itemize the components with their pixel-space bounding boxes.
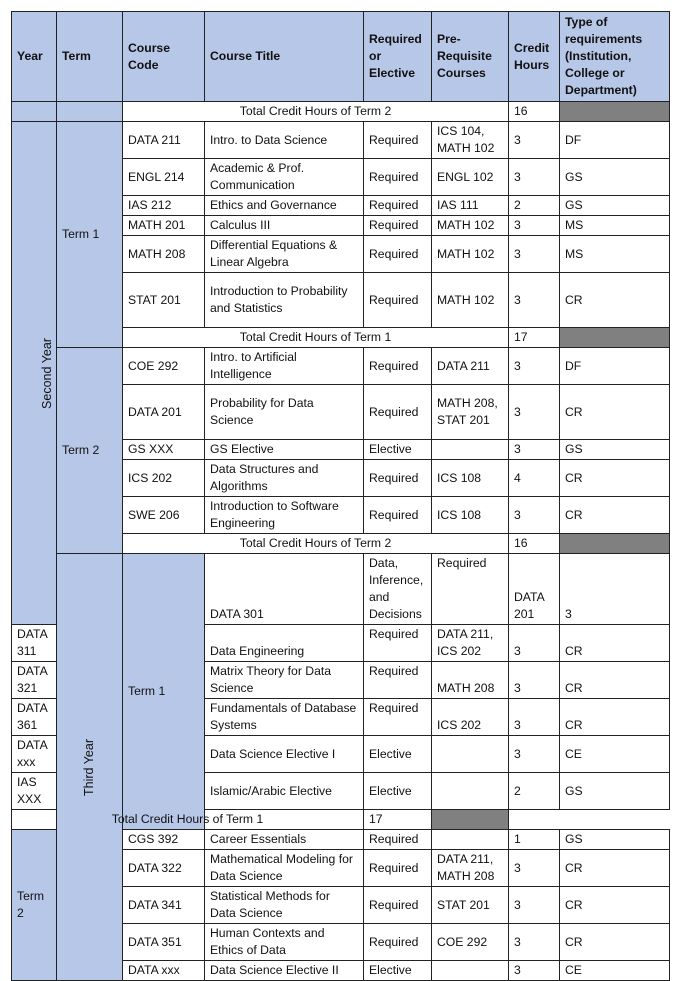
course-type: MS xyxy=(560,236,670,273)
course-title: Data, Inference, and Decisions xyxy=(364,554,432,625)
course-prereq: STAT 201 xyxy=(432,887,509,924)
course-prereq: ICS 108 xyxy=(432,460,509,497)
course-title: Data Engineering xyxy=(205,625,364,662)
course-code: DATA xxx xyxy=(12,736,57,773)
course-credits: 3 xyxy=(509,887,560,924)
course-code: STAT 201 xyxy=(123,273,205,328)
table-row xyxy=(12,122,670,159)
header-course-code: Course Code xyxy=(123,12,205,102)
course-prereq: ICS 202 xyxy=(432,699,509,736)
course-credits: 3 xyxy=(509,736,560,773)
course-code: MATH 208 xyxy=(123,236,205,273)
course-title: Career Essentials xyxy=(205,830,364,850)
course-req: Required xyxy=(364,159,432,196)
course-req: Required xyxy=(364,236,432,273)
course-req: Elective xyxy=(364,736,432,773)
course-req: Required xyxy=(364,625,432,662)
course-type: CR xyxy=(560,662,670,699)
course-type: CR xyxy=(560,497,670,534)
course-req: Required xyxy=(364,385,432,440)
course-type: DF xyxy=(560,348,670,385)
course-req: Required xyxy=(364,196,432,216)
course-title: Data Science Elective II xyxy=(205,961,364,981)
course-req: Required xyxy=(364,216,432,236)
course-title: Islamic/Arabic Elective xyxy=(205,773,364,810)
table-row xyxy=(12,348,670,385)
course-title: Mathematical Modeling for Data Science xyxy=(205,850,364,887)
header-year: Year xyxy=(12,12,57,102)
course-prereq: DATA 201 xyxy=(509,554,560,625)
course-credits: 3 xyxy=(509,850,560,887)
course-req: Required xyxy=(364,460,432,497)
course-title: Statistical Methods for Data Science xyxy=(205,887,364,924)
course-credits: 2 xyxy=(509,773,560,810)
header-credit-hours: Credit Hours xyxy=(509,12,560,102)
course-type: CE xyxy=(560,736,670,773)
course-title: Academic & Prof. Communication xyxy=(205,159,364,196)
course-req: Required xyxy=(364,850,432,887)
course-title: Fundamentals of Database Systems xyxy=(205,699,364,736)
course-prereq: DATA 211 xyxy=(432,348,509,385)
course-prereq xyxy=(432,736,509,773)
header-term: Term xyxy=(57,12,123,102)
course-code: DATA xxx xyxy=(123,961,205,981)
course-credits: 2 xyxy=(509,196,560,216)
curriculum-table xyxy=(11,11,670,981)
course-type: CR xyxy=(560,460,670,497)
course-credits: 3 xyxy=(509,662,560,699)
course-req: Required xyxy=(432,554,509,625)
course-code: IAS 212 xyxy=(123,196,205,216)
course-req: Required xyxy=(364,348,432,385)
total-value: 17 xyxy=(364,810,432,830)
total-label: Total Credit Hours of Term 2 xyxy=(123,102,509,122)
course-type: CR xyxy=(560,273,670,328)
course-prereq: MATH 102 xyxy=(432,273,509,328)
course-type: CR xyxy=(560,699,670,736)
year-label-third: Third Year xyxy=(57,554,123,981)
course-prereq: MATH 102 xyxy=(432,236,509,273)
term-label: Term 2 xyxy=(12,830,57,981)
course-code: ENGL 214 xyxy=(123,159,205,196)
total-value: 17 xyxy=(509,328,560,348)
total-value: 16 xyxy=(509,534,560,554)
course-code: DATA 341 xyxy=(123,887,205,924)
header-row xyxy=(12,12,670,102)
curriculum-page xyxy=(11,11,670,981)
total-label: Total Credit Hours of Term 1 xyxy=(12,810,364,830)
course-req: Required xyxy=(364,924,432,961)
course-type: GS xyxy=(560,440,670,460)
course-prereq xyxy=(432,773,509,810)
course-credits: 3 xyxy=(509,273,560,328)
course-type: CR xyxy=(560,850,670,887)
course-prereq: MATH 208, STAT 201 xyxy=(432,385,509,440)
course-credits: 3 xyxy=(509,440,560,460)
course-type: CR xyxy=(560,385,670,440)
course-code: DATA 321 xyxy=(12,662,57,699)
course-credits: 3 xyxy=(509,348,560,385)
course-title: Intro. to Data Science xyxy=(205,122,364,159)
course-code: MATH 201 xyxy=(123,216,205,236)
total-label: Total Credit Hours of Term 1 xyxy=(123,328,509,348)
course-title: GS Elective xyxy=(205,440,364,460)
course-title: Differential Equations & Linear Algebra xyxy=(205,236,364,273)
course-req: Required xyxy=(364,887,432,924)
course-credits: 3 xyxy=(509,924,560,961)
course-code: DATA 322 xyxy=(123,850,205,887)
course-title: Matrix Theory for Data Science xyxy=(205,662,364,699)
course-prereq: ICS 108 xyxy=(432,497,509,534)
total-type-shaded xyxy=(432,810,509,830)
header-prerequisite: Pre-Requisite Courses xyxy=(432,12,509,102)
course-code: GS XXX xyxy=(123,440,205,460)
course-title: Introduction to Probability and Statistics xyxy=(205,273,364,328)
course-credits: 3 xyxy=(509,216,560,236)
course-credits: 1 xyxy=(509,830,560,850)
course-req: Elective xyxy=(364,961,432,981)
course-title: Ethics and Governance xyxy=(205,196,364,216)
course-req: Required xyxy=(364,830,432,850)
course-type: GS xyxy=(560,830,670,850)
total-type-shaded xyxy=(560,534,670,554)
course-type: GS xyxy=(560,159,670,196)
total-row xyxy=(12,810,670,830)
course-title: Human Contexts and Ethics of Data xyxy=(205,924,364,961)
course-title: Data Science Elective I xyxy=(205,736,364,773)
course-code: SWE 206 xyxy=(123,497,205,534)
course-credits: 3 xyxy=(509,122,560,159)
course-type: MS xyxy=(560,216,670,236)
course-type: CE xyxy=(560,961,670,981)
header-type-of-requirements: Type of requirements (Institution, College or Department) xyxy=(560,12,670,102)
course-prereq: MATH 208 xyxy=(432,662,509,699)
course-prereq xyxy=(432,961,509,981)
course-code: DATA 201 xyxy=(123,385,205,440)
course-credits: 3 xyxy=(509,625,560,662)
term-label: Term 2 xyxy=(57,348,123,554)
course-req: Required xyxy=(364,497,432,534)
header-course-title: Course Title xyxy=(205,12,364,102)
course-prereq: COE 292 xyxy=(432,924,509,961)
course-title: Intro. to Artificial Intelligence xyxy=(205,348,364,385)
total-row xyxy=(12,102,670,122)
year-label-second: Second Year xyxy=(12,122,57,625)
year-cell-empty xyxy=(12,102,57,122)
course-code: DATA 311 xyxy=(12,625,57,662)
course-credits: 3 xyxy=(560,554,670,625)
course-code: ICS 202 xyxy=(123,460,205,497)
course-type: DF xyxy=(560,122,670,159)
course-prereq xyxy=(432,440,509,460)
course-code: DATA 301 xyxy=(205,554,364,625)
course-req: Elective xyxy=(364,773,432,810)
course-prereq: DATA 211, ICS 202 xyxy=(432,625,509,662)
course-prereq: ICS 104, MATH 102 xyxy=(432,122,509,159)
course-credits: 3 xyxy=(509,961,560,981)
course-title: Introduction to Software Engineering xyxy=(205,497,364,534)
course-prereq: IAS 111 xyxy=(432,196,509,216)
course-credits: 4 xyxy=(509,460,560,497)
course-req: Required xyxy=(364,699,432,736)
total-type-shaded xyxy=(560,328,670,348)
course-credits: 3 xyxy=(509,497,560,534)
course-req: Required xyxy=(364,662,432,699)
course-title: Calculus III xyxy=(205,216,364,236)
course-credits: 3 xyxy=(509,385,560,440)
term-label: Term 1 xyxy=(123,554,205,830)
course-type: CR xyxy=(560,887,670,924)
course-code: DATA 211 xyxy=(123,122,205,159)
table-row xyxy=(12,554,670,625)
course-prereq: ENGL 102 xyxy=(432,159,509,196)
course-code: DATA 351 xyxy=(123,924,205,961)
course-code: CGS 392 xyxy=(123,830,205,850)
term-cell-empty xyxy=(57,102,123,122)
course-type: CR xyxy=(560,625,670,662)
course-title: Data Structures and Algorithms xyxy=(205,460,364,497)
course-prereq: DATA 211, MATH 208 xyxy=(432,850,509,887)
header-required-or-elective: Required or Elective xyxy=(364,12,432,102)
course-req: Required xyxy=(364,273,432,328)
term-label: Term 1 xyxy=(57,122,123,348)
course-credits: 3 xyxy=(509,159,560,196)
total-value: 16 xyxy=(509,102,560,122)
total-type-shaded xyxy=(560,102,670,122)
total-label: Total Credit Hours of Term 2 xyxy=(123,534,509,554)
course-req: Required xyxy=(364,122,432,159)
course-req: Elective xyxy=(364,440,432,460)
course-code: IAS XXX xyxy=(12,773,57,810)
course-type: GS xyxy=(560,773,670,810)
course-credits: 3 xyxy=(509,699,560,736)
course-credits: 3 xyxy=(509,236,560,273)
course-prereq: MATH 102 xyxy=(432,216,509,236)
course-title: Probability for Data Science xyxy=(205,385,364,440)
course-type: CR xyxy=(560,924,670,961)
course-type: GS xyxy=(560,196,670,216)
course-prereq xyxy=(432,830,509,850)
course-code: COE 292 xyxy=(123,348,205,385)
course-code: DATA 361 xyxy=(12,699,57,736)
